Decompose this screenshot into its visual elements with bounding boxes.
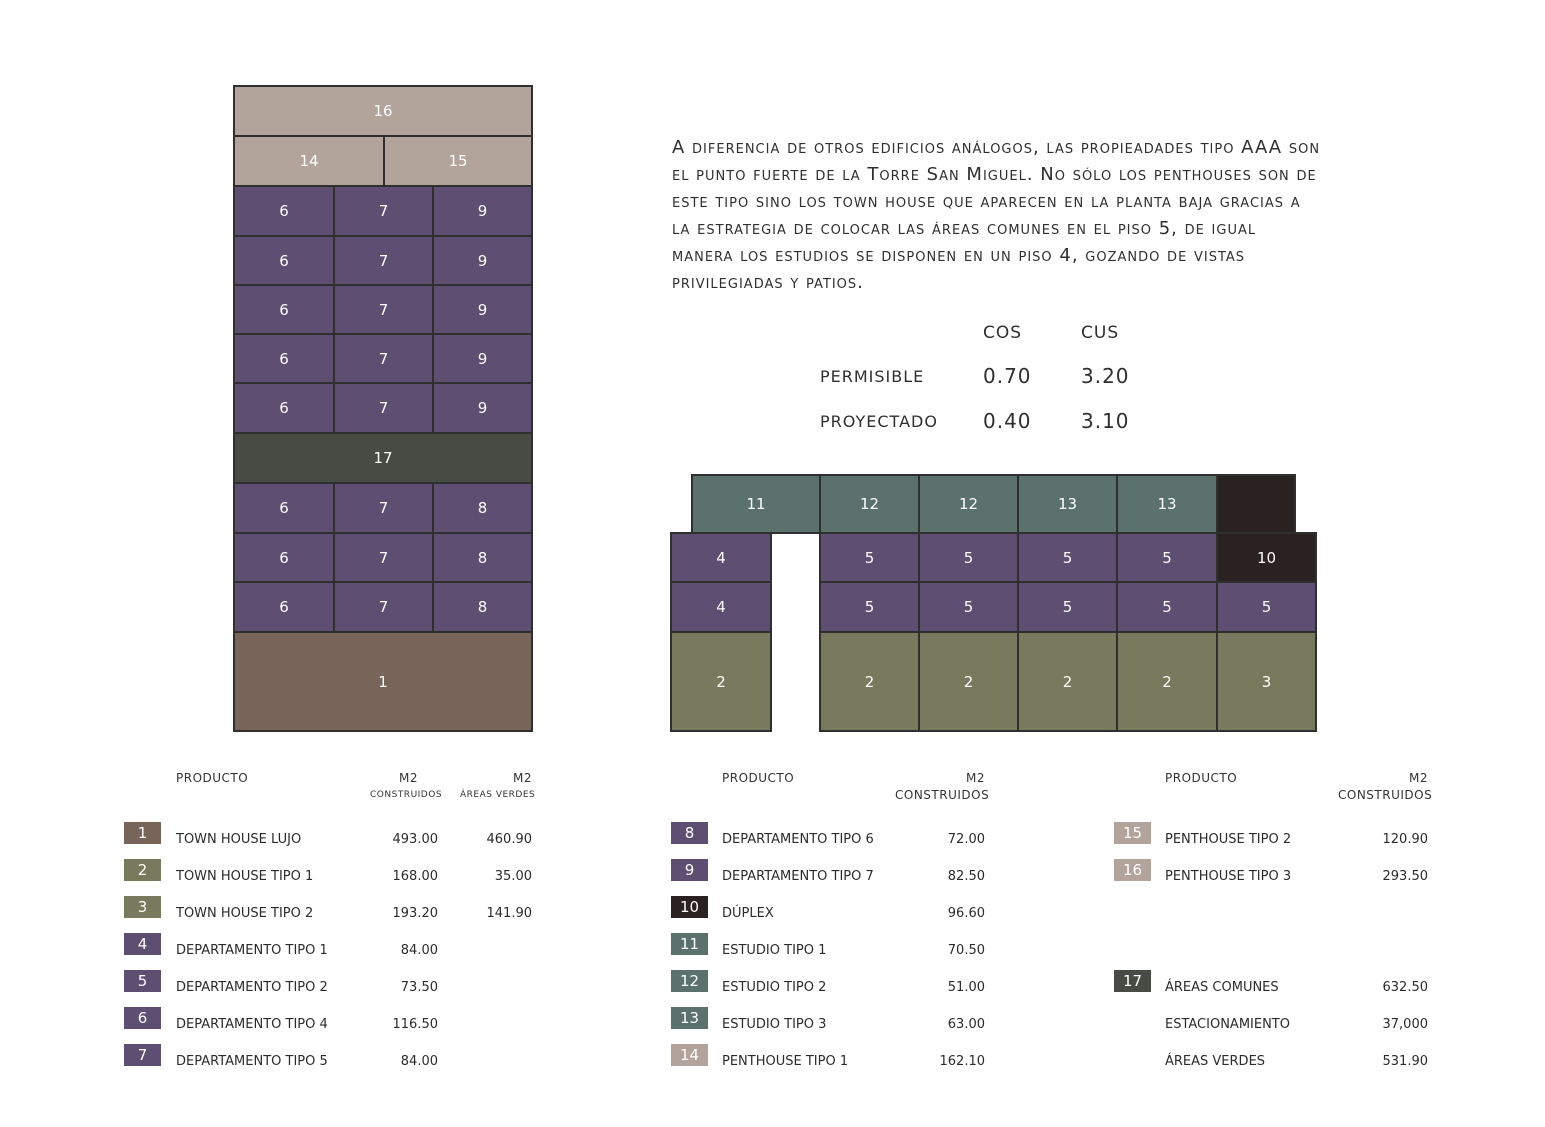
legend-swatch: 11	[671, 933, 708, 955]
unit-cell: 10	[1216, 532, 1317, 583]
legend-m2: 531.90	[1382, 1054, 1428, 1069]
unit-cell: 13	[1017, 474, 1118, 534]
legend-m2: 84.00	[400, 1054, 438, 1069]
unit-cell	[1216, 474, 1296, 534]
legend-areas-verdes: 35.00	[494, 869, 532, 884]
legend-swatch: 5	[124, 970, 161, 992]
legend-areas-verdes: 141.90	[486, 906, 532, 921]
unit-cell: 13	[1116, 474, 1218, 534]
legend-m2: 96.60	[947, 906, 985, 921]
legend-product: PENTHOUSE TIPO 1	[722, 1054, 849, 1069]
legend-swatch: 9	[671, 859, 708, 881]
ratio-cus-value: 3.10	[1081, 409, 1130, 433]
unit-cell: 14	[233, 135, 385, 187]
unit-cell: 6	[233, 382, 335, 434]
unit-cell: 11	[691, 474, 821, 534]
legend-swatch: 16	[1114, 859, 1151, 881]
ratio-row-label: PROYECTADO	[820, 412, 938, 431]
legend-product: ESTUDIO TIPO 3	[722, 1017, 827, 1032]
legend-swatch: 6	[124, 1007, 161, 1029]
construidos-header: CONSTRUIDOS	[895, 788, 990, 802]
unit-cell: 12	[918, 474, 1019, 534]
unit-cell: 7	[333, 581, 434, 633]
unit-cell: 9	[432, 382, 533, 434]
producto-header: PRODUCTO	[722, 771, 795, 785]
legend-m2: 73.50	[400, 980, 438, 995]
description-paragraph: A diferencia de otros edificios análogos, las propieadades tipo AAA son el punto fuerte de la Torre San Miguel. No sólo los penthouses son de este tipo sino los town house que aparecen en la planta baja gracias a la estrategia de colocar las áreas comunes en el piso 5, de igual manera los estudios se disponen en un piso 4, gozando de vistas privilegiadas y patios.	[672, 137, 1321, 293]
areas-verdes-header: ÁREAS VERDES	[460, 790, 536, 800]
unit-cell: 6	[233, 532, 335, 583]
unit-cell: 8	[432, 581, 533, 633]
legend-swatch: 12	[671, 970, 708, 992]
legend-swatch: 4	[124, 933, 161, 955]
legend-product: DEPARTAMENTO TIPO 7	[722, 869, 874, 884]
unit-cell: 5	[819, 581, 920, 633]
unit-cell: 7	[333, 284, 434, 335]
legend-m2: 120.90	[1382, 832, 1428, 847]
unit-cell: 5	[1017, 581, 1118, 633]
legend-swatch: 8	[671, 822, 708, 844]
unit-cell: 5	[819, 532, 920, 583]
legend-m2: 193.20	[392, 906, 438, 921]
legend-m2: 493.00	[392, 832, 438, 847]
unit-cell: 5	[918, 532, 1019, 583]
legend-product: DEPARTAMENTO TIPO 1	[176, 943, 328, 958]
legend-product: TOWN HOUSE TIPO 1	[176, 869, 314, 884]
unit-cell: 2	[670, 631, 772, 732]
unit-cell: 2	[918, 631, 1019, 732]
legend-swatch: 13	[671, 1007, 708, 1029]
m2-header: M2	[1409, 771, 1428, 785]
legend-m2: 84.00	[400, 943, 438, 958]
legend-m2: 82.50	[947, 869, 985, 884]
unit-cell: 6	[233, 333, 335, 384]
legend-swatch: 15	[1114, 822, 1151, 844]
ratio-cos-value: 0.70	[983, 364, 1032, 388]
unit-cell: 8	[432, 482, 533, 534]
legend-m2: 168.00	[392, 869, 438, 884]
unit-cell: 6	[233, 482, 335, 534]
m2-header: M2	[399, 771, 418, 785]
construidos-header: CONSTRUIDOS	[370, 790, 443, 800]
unit-cell: 17	[233, 432, 533, 484]
unit-cell: 2	[819, 631, 920, 732]
legend-areas-verdes: 460.90	[486, 832, 532, 847]
unit-cell: 2	[1017, 631, 1118, 732]
legend-product: DÚPLEX	[722, 906, 774, 921]
legend-product: DEPARTAMENTO TIPO 4	[176, 1017, 328, 1032]
legend-product: PENTHOUSE TIPO 3	[1165, 869, 1292, 884]
unit-cell: 8	[432, 532, 533, 583]
legend-m2: 162.10	[939, 1054, 985, 1069]
legend-product: ESTACIONAMIENTO	[1165, 1017, 1290, 1032]
legend-swatch: 2	[124, 859, 161, 881]
legend-m2: 37,000	[1382, 1017, 1428, 1032]
unit-cell: 6	[233, 185, 335, 237]
cus-header: CUS	[1081, 323, 1120, 343]
unit-cell: 7	[333, 382, 434, 434]
ratio-row-label: PERMISIBLE	[820, 367, 925, 386]
m2-header: M2	[966, 771, 985, 785]
legend-swatch: 17	[1114, 970, 1151, 992]
legend-m2: 72.00	[947, 832, 985, 847]
legend-product: ESTUDIO TIPO 2	[722, 980, 827, 995]
legend-swatch: 3	[124, 896, 161, 918]
unit-cell: 7	[333, 235, 434, 286]
unit-cell: 5	[1017, 532, 1118, 583]
unit-cell: 7	[333, 482, 434, 534]
legend-swatch: 10	[671, 896, 708, 918]
unit-cell: 4	[670, 532, 772, 583]
producto-header: PRODUCTO	[1165, 771, 1238, 785]
unit-cell: 7	[333, 532, 434, 583]
legend-m2: 293.50	[1382, 869, 1428, 884]
m2-header: M2	[513, 771, 532, 785]
unit-cell: 6	[233, 284, 335, 335]
unit-cell: 4	[670, 581, 772, 633]
legend-m2: 632.50	[1382, 980, 1428, 995]
legend-product: ÁREAS VERDES	[1165, 1054, 1266, 1069]
unit-cell: 3	[1216, 631, 1317, 732]
unit-cell: 12	[819, 474, 920, 534]
unit-cell: 9	[432, 185, 533, 237]
producto-header: PRODUCTO	[176, 771, 249, 785]
unit-cell: 5	[1216, 581, 1317, 633]
legend-m2: 116.50	[392, 1017, 438, 1032]
unit-cell: 9	[432, 284, 533, 335]
unit-cell: 5	[1116, 581, 1218, 633]
unit-cell: 6	[233, 581, 335, 633]
legend-product: DEPARTAMENTO TIPO 2	[176, 980, 328, 995]
unit-cell: 9	[432, 235, 533, 286]
legend-m2: 51.00	[947, 980, 985, 995]
unit-cell: 6	[233, 235, 335, 286]
ratio-cus-value: 3.20	[1081, 364, 1130, 388]
legend-product: ÁREAS COMUNES	[1165, 980, 1279, 995]
legend-m2: 70.50	[947, 943, 985, 958]
legend-swatch: 14	[671, 1044, 708, 1066]
unit-cell: 5	[918, 581, 1019, 633]
unit-cell: 1	[233, 631, 533, 732]
unit-cell: 16	[233, 85, 533, 137]
legend-swatch: 1	[124, 822, 161, 844]
legend-swatch: 7	[124, 1044, 161, 1066]
unit-cell: 2	[1116, 631, 1218, 732]
legend-product: DEPARTAMENTO TIPO 5	[176, 1054, 328, 1069]
legend-m2: 63.00	[947, 1017, 985, 1032]
legend-product: PENTHOUSE TIPO 2	[1165, 832, 1292, 847]
unit-cell: 7	[333, 333, 434, 384]
unit-cell: 7	[333, 185, 434, 237]
legend-product: TOWN HOUSE LUJO	[176, 832, 302, 847]
unit-cell: 5	[1116, 532, 1218, 583]
legend-product: DEPARTAMENTO TIPO 6	[722, 832, 874, 847]
ratio-cos-value: 0.40	[983, 409, 1032, 433]
legend-product: ESTUDIO TIPO 1	[722, 943, 827, 958]
legend-product: TOWN HOUSE TIPO 2	[176, 906, 314, 921]
unit-cell: 15	[383, 135, 533, 187]
cos-header: COS	[983, 323, 1023, 343]
construidos-header: CONSTRUIDOS	[1338, 788, 1433, 802]
unit-cell: 9	[432, 333, 533, 384]
